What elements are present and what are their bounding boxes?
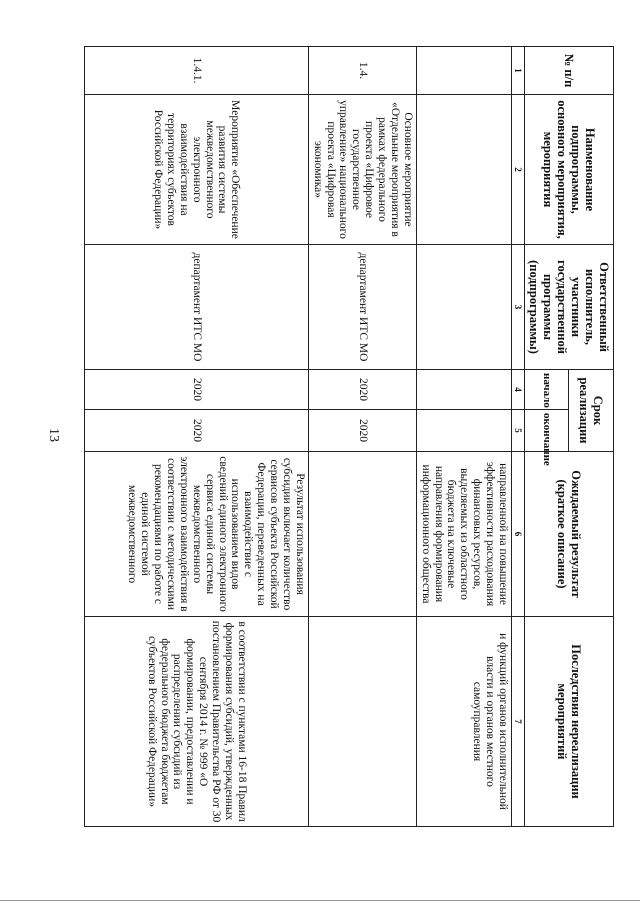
column-number: 7: [511, 617, 524, 827]
header-name: Наименование подпрограммы, основного мероприятия, мероприятия: [525, 95, 614, 245]
bottom-rule: [0, 900, 640, 901]
header-num: № п/п: [525, 47, 614, 95]
rotated-table-container: [110, 46, 614, 826]
column-number: 1: [511, 47, 524, 95]
program-table: [84, 46, 614, 827]
row-executor: департамент ИТС МО: [308, 245, 416, 370]
row-start: 2020: [308, 370, 416, 410]
header-executor: Ответственный исполнитель, участники государственной программы (подпрограммы): [525, 245, 614, 370]
row-start: [416, 370, 511, 410]
header-result: Ожидаемый результат (краткое описание): [525, 452, 614, 617]
page-number: 13: [46, 428, 61, 442]
header-consequences: Последствия нереализации мероприятий: [525, 617, 614, 827]
column-number: 5: [511, 410, 524, 452]
row-result: направленной на повышение эффективности расходования финансовых ресурсов, выделяемых из областного бюджета на ключевые направления формирования информационного общества: [416, 452, 511, 617]
header-term: Срок реализации: [569, 370, 614, 452]
row-start: 2020: [84, 370, 308, 410]
row-executor: департамент ИТС МО: [84, 245, 308, 370]
row-consequences: [308, 617, 416, 827]
table-row: [84, 47, 308, 827]
table-row: [416, 47, 511, 827]
column-number: 4: [511, 370, 524, 410]
row-num: [416, 47, 511, 95]
row-end: 2020: [84, 410, 308, 452]
row-end: [416, 410, 511, 452]
column-number: 3: [511, 245, 524, 370]
header-end: окончание: [525, 410, 570, 452]
row-consequences: и функций органов исполнительной власти и органов местного самоуправления: [416, 617, 511, 827]
column-number: 2: [511, 95, 524, 245]
row-name: Основное мероприятие «Отдельные мероприятия в рамках федерального проекта «Цифровое государственное управление» национального проекта «Цифровая экономика»: [308, 95, 416, 245]
row-name: Мероприятие «Обеспечение развития системы межведомственного электронного взаимодействия на территориях субъектов Российской Федерации»: [84, 95, 308, 245]
row-num: 1.4.: [308, 47, 416, 95]
row-executor: [416, 245, 511, 370]
row-name: [416, 95, 511, 245]
row-num: 1.4.1.: [84, 47, 308, 95]
table-row: [308, 47, 416, 827]
header-start: начало: [525, 370, 570, 410]
row-result: [308, 452, 416, 617]
column-number: 6: [511, 452, 524, 617]
row-result: Результат использования субсидии включает количество сервисов субъекта Российской Федерации, переведенных на взаимодействие с использованием видов сведений единого электронного сервиса единой системы межведомственного электронного взаимодействия в соответствии с методическими рекомендациями по работе с единой системой межведомственного: [84, 452, 308, 617]
row-end: 2020: [308, 410, 416, 452]
row-consequences: в соответствии с пунктами 16-18 Правил формирования субсидий, утвержденных постановлением Правительства РФ от 30 сентября 2014 г. № 999 «О формировании, предоставлении и распределении субсидий из федерального бюджета бюджетам субъектов Российской Федерации»: [84, 617, 308, 827]
